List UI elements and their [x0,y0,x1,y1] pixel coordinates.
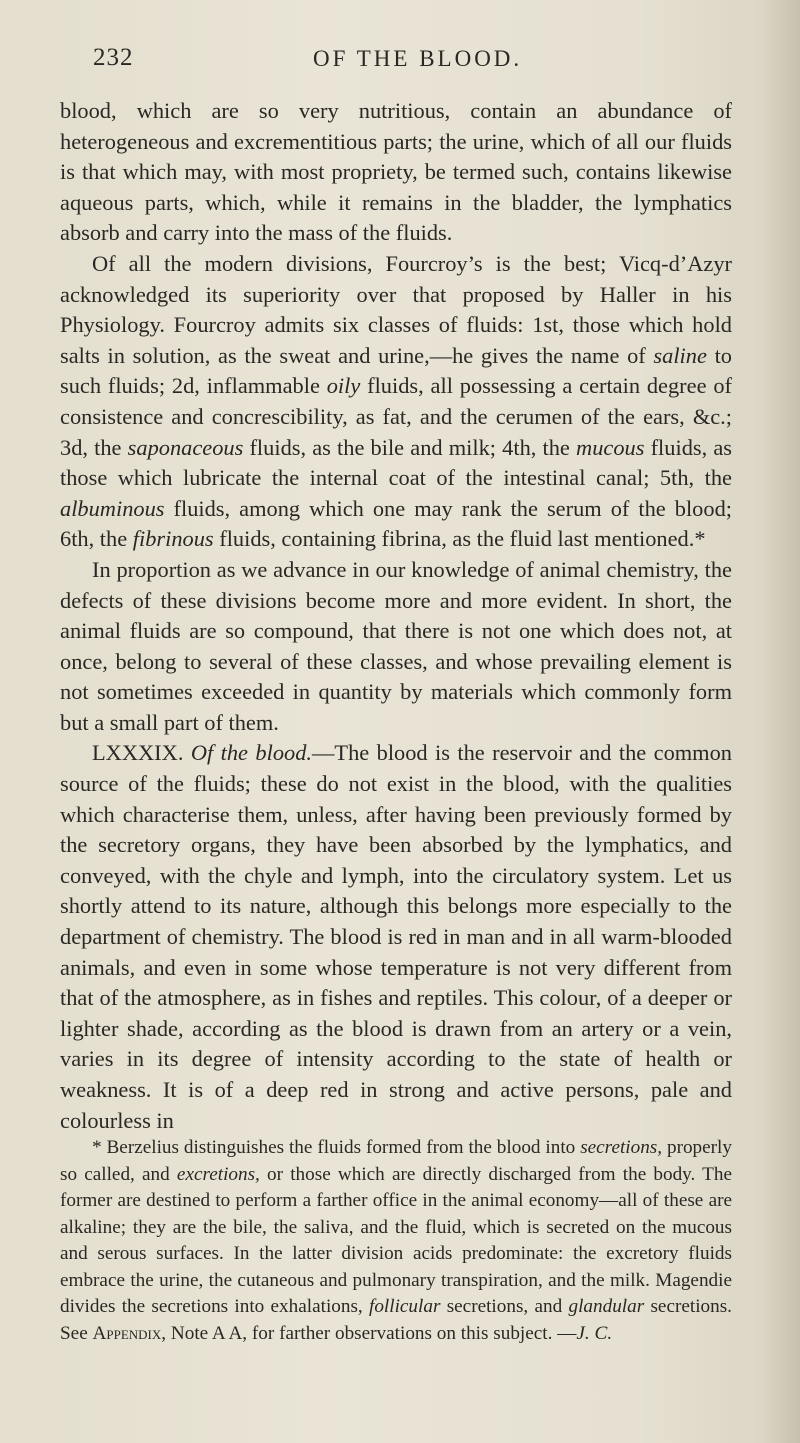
paragraph-animal-chemistry: In proportion as we advance in our knowledge of animal chemistry, the defects of these divisions become more and more evident. In short, the animal fluids are so compound, that there is not one which does not, at once, belong to several of these classes, and whose prevailing element is not sometimes exceeded in quantity by materials which commonly form but a small part of them. [60,556,732,735]
main-text [60,96,732,1136]
term-mucous: mucous [576,434,645,460]
page-header [93,44,733,84]
page-number: 232 [93,44,134,71]
paragraph-fourcroy-classes: Of all the modern divisions, Fourcroy’s is the best; Vicq-d’Azyr acknowledged its superiority over that proposed by Haller in his Physiology. Fourcroy admits six classes of fluids: 1st, those which hold salts in solution, as the sweat and urine,—he gives the name of saline to such fluids; 2d, inflammable oily fluids, all possessing a certain degree of consistence and concrescibility, as fat, and the cerumen of the ears, &c.; 3d, the saponaceous fluids, as the bile and milk; 4th, the mucous fluids, as those which lubricate the internal coat of the intestinal canal; 5th, the albuminous fluids, among which one may rank the serum of the blood; 6th, the fibrinous fluids, containing fibrina, as the fluid last mentioned.* [60,250,733,552]
term-saline: saline [653,342,707,368]
term-oily: oily [326,373,361,399]
footnote: * Berzelius distinguishes the fluids formed from the blood into secretions, properly so called, and excretions, or those which are directly discharged from the body. The former are destined to perform a farther office in the animal economy—all of these are alkaline; they are the bile, the saliva, and the fluid, which is secreted on the mucous and serous surfaces. In the latter division acids predominate: the excretory fluids embrace the urine, the cutaneous and pulmonary transpiration, and the milk. Magendie divides the secretions into exhalations, follicular secretions, and glandular secretions. See Appendix, Note A A, for farther observations on this subject. —J. C. [60,1137,732,1344]
appendix-reference: Appendix, [92,1322,167,1344]
paragraph-of-the-blood: LXXXIX. Of the blood.—The blood is the reservoir and the common source of the fluids; these do not exist in the blood, with the qualities which characterise them, unless, after having been previously formed by the secretory organs, they have been absorbed by the lymphatics, and conveyed, with the chyle and lymph, into the circulatory system. Let us shortly attend to its nature, although this belongs more especially to the department of chemistry. The blood is red in man and in all warm-blooded animals, and even in some whose temperature is not very different from that of the atmosphere, as in fishes and reptiles. This colour, of a deeper or lighter shade, according as the blood is drawn from an artery or a vein, varies in its degree of intensity according to the state of health or weakness. It is of a deep red in strong and active persons, pale and colourless in [60,740,732,1133]
term-follicular: follicular [369,1296,441,1317]
paragraph-continuation: blood, which are so very nutritious, contain an abundance of heterogeneous and excrementitious parts; the urine, which of all our fluids is that which may, with most propriety, be termed such, contains likewise aqueous parts, which, while it remains in the bladder, the lymphatics absorb and carry into the mass of the fluids. [60,98,732,246]
term-glandular: glandular [568,1296,645,1317]
term-saponaceous: saponaceous [127,434,244,460]
term-excretions: excretions, [176,1163,260,1185]
running-head: OF THE BLOOD. [313,46,523,71]
footnote-signature: J. C. [576,1322,613,1344]
section-heading: Of the blood. [190,740,313,766]
term-albuminous: albuminous [60,495,165,521]
section-numeral: LXXXIX. [92,740,184,766]
term-secretions: secretions, [580,1137,663,1158]
term-fibrinous: fibrinous [132,526,214,552]
page-edge-shadow [760,0,800,1443]
